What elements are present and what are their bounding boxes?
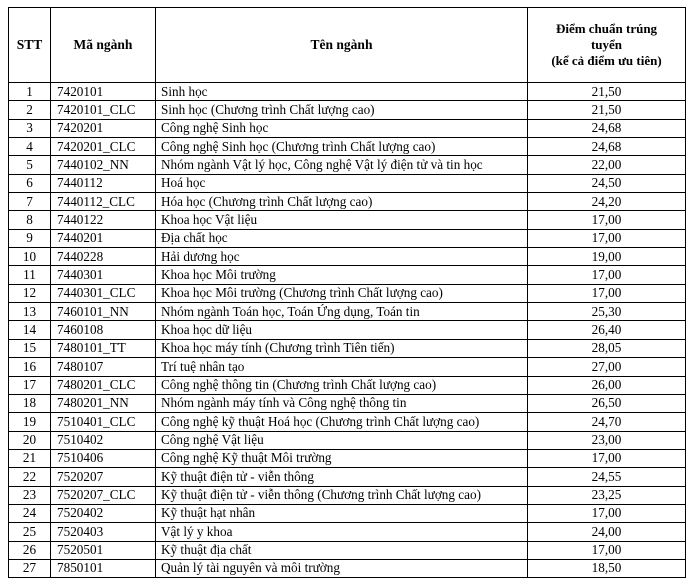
column-header-diem-chuan-line2: tuyển — [590, 37, 623, 53]
column-header-ma-nganh: Mã ngành — [51, 8, 156, 83]
cell-diem-chuan: 23,25 — [528, 486, 686, 504]
column-header-diem-chuan — [528, 8, 686, 83]
cell-stt: 27 — [9, 559, 51, 577]
column-header-diem-chuan-line1: Điểm chuẩn trúng — [555, 21, 658, 37]
cell-diem-chuan: 25,30 — [528, 303, 686, 321]
cell-ten-nganh: Khoa học Môi trường — [156, 266, 528, 284]
cell-ma-nganh: 7440201 — [51, 229, 156, 247]
cell-ten-nganh: Kỹ thuật hạt nhân — [156, 504, 528, 522]
cell-ma-nganh: 7480101_TT — [51, 339, 156, 357]
cell-stt: 24 — [9, 504, 51, 522]
cell-ten-nganh: Kỹ thuật địa chất — [156, 541, 528, 559]
table-row — [9, 339, 686, 357]
cell-diem-chuan: 24,50 — [528, 174, 686, 192]
table-row — [9, 376, 686, 394]
cell-stt: 25 — [9, 523, 51, 541]
cell-stt: 11 — [9, 266, 51, 284]
cell-ma-nganh: 7480201_NN — [51, 394, 156, 412]
cell-stt: 14 — [9, 321, 51, 339]
table-header — [9, 8, 686, 83]
table-row — [9, 468, 686, 486]
table-row — [9, 523, 686, 541]
cell-diem-chuan: 17,00 — [528, 449, 686, 467]
cell-ten-nganh: Công nghệ thông tin (Chương trình Chất lượng cao) — [156, 376, 528, 394]
cell-diem-chuan: 22,00 — [528, 156, 686, 174]
table-row — [9, 486, 686, 504]
cell-ma-nganh: 7510406 — [51, 449, 156, 467]
table-row — [9, 431, 686, 449]
cell-diem-chuan: 24,55 — [528, 468, 686, 486]
cell-stt: 1 — [9, 83, 51, 101]
table-row — [9, 358, 686, 376]
cell-diem-chuan: 28,05 — [528, 339, 686, 357]
cell-stt: 4 — [9, 138, 51, 156]
cell-ma-nganh: 7460101_NN — [51, 303, 156, 321]
cell-diem-chuan: 26,00 — [528, 376, 686, 394]
admission-score-table — [8, 7, 686, 578]
cell-ten-nganh: Công nghệ kỹ thuật Hoá học (Chương trình Chất lượng cao) — [156, 413, 528, 431]
table-row — [9, 156, 686, 174]
cell-ten-nganh: Khoa học Vật liệu — [156, 211, 528, 229]
cell-diem-chuan: 27,00 — [528, 358, 686, 376]
cell-ten-nganh: Địa chất học — [156, 229, 528, 247]
cell-ten-nganh: Nhóm ngành Toán học, Toán Ứng dụng, Toán tin — [156, 303, 528, 321]
table-row — [9, 541, 686, 559]
cell-ten-nganh: Công nghệ Sinh học — [156, 119, 528, 137]
table-header-row — [9, 8, 686, 83]
cell-ma-nganh: 7480201_CLC — [51, 376, 156, 394]
cell-ma-nganh: 7480107 — [51, 358, 156, 376]
table-row — [9, 248, 686, 266]
cell-ma-nganh: 7420101 — [51, 83, 156, 101]
cell-ma-nganh: 7420201 — [51, 119, 156, 137]
cell-ten-nganh: Trí tuệ nhân tạo — [156, 358, 528, 376]
cell-stt: 18 — [9, 394, 51, 412]
table-row — [9, 229, 686, 247]
cell-ma-nganh: 7420101_CLC — [51, 101, 156, 119]
cell-ten-nganh: Vật lý y khoa — [156, 523, 528, 541]
cell-ma-nganh: 7460108 — [51, 321, 156, 339]
cell-diem-chuan: 26,40 — [528, 321, 686, 339]
cell-ma-nganh: 7440228 — [51, 248, 156, 266]
cell-stt: 5 — [9, 156, 51, 174]
column-header-diem-chuan-line3: (kể cả điểm ưu tiên) — [551, 52, 662, 68]
cell-ma-nganh: 7520501 — [51, 541, 156, 559]
table-row — [9, 193, 686, 211]
cell-stt: 6 — [9, 174, 51, 192]
cell-stt: 10 — [9, 248, 51, 266]
table-row — [9, 559, 686, 577]
cell-ma-nganh: 7440112 — [51, 174, 156, 192]
cell-diem-chuan: 17,00 — [528, 211, 686, 229]
cell-stt: 23 — [9, 486, 51, 504]
cell-stt: 22 — [9, 468, 51, 486]
table-row — [9, 138, 686, 156]
cell-stt: 15 — [9, 339, 51, 357]
cell-diem-chuan: 26,50 — [528, 394, 686, 412]
admission-score-table-container — [8, 7, 685, 578]
cell-ten-nganh: Công nghệ Vật liệu — [156, 431, 528, 449]
cell-stt: 8 — [9, 211, 51, 229]
cell-stt: 3 — [9, 119, 51, 137]
cell-diem-chuan: 17,00 — [528, 541, 686, 559]
cell-ten-nganh: Hóa học (Chương trình Chất lượng cao) — [156, 193, 528, 211]
cell-ten-nganh: Kỹ thuật điện tử - viễn thông — [156, 468, 528, 486]
cell-ma-nganh: 7520403 — [51, 523, 156, 541]
cell-ma-nganh: 7520402 — [51, 504, 156, 522]
cell-diem-chuan: 24,00 — [528, 523, 686, 541]
cell-ma-nganh: 7440102_NN — [51, 156, 156, 174]
cell-diem-chuan: 17,00 — [528, 266, 686, 284]
table-row — [9, 83, 686, 101]
cell-ten-nganh: Quản lý tài nguyên và môi trường — [156, 559, 528, 577]
cell-ma-nganh: 7420201_CLC — [51, 138, 156, 156]
cell-diem-chuan: 24,68 — [528, 138, 686, 156]
cell-diem-chuan: 24,20 — [528, 193, 686, 211]
cell-stt: 21 — [9, 449, 51, 467]
cell-ten-nganh: Nhóm ngành Vật lý học, Công nghệ Vật lý điện tử và tin học — [156, 156, 528, 174]
cell-ten-nganh: Sinh học (Chương trình Chất lượng cao) — [156, 101, 528, 119]
cell-stt: 13 — [9, 303, 51, 321]
cell-ma-nganh: 7850101 — [51, 559, 156, 577]
cell-ma-nganh: 7440122 — [51, 211, 156, 229]
cell-stt: 9 — [9, 229, 51, 247]
cell-ten-nganh: Nhóm ngành máy tính và Công nghệ thông tin — [156, 394, 528, 412]
cell-ma-nganh: 7510401_CLC — [51, 413, 156, 431]
table-row — [9, 303, 686, 321]
cell-diem-chuan: 23,00 — [528, 431, 686, 449]
cell-diem-chuan: 17,00 — [528, 284, 686, 302]
cell-stt: 12 — [9, 284, 51, 302]
cell-ten-nganh: Công nghệ Sinh học (Chương trình Chất lượng cao) — [156, 138, 528, 156]
cell-stt: 20 — [9, 431, 51, 449]
cell-ma-nganh: 7440301_CLC — [51, 284, 156, 302]
table-row — [9, 284, 686, 302]
cell-diem-chuan: 17,00 — [528, 504, 686, 522]
cell-stt: 19 — [9, 413, 51, 431]
cell-ma-nganh: 7440301 — [51, 266, 156, 284]
cell-diem-chuan: 18,50 — [528, 559, 686, 577]
table-row — [9, 394, 686, 412]
cell-ten-nganh: Sinh học — [156, 83, 528, 101]
cell-ten-nganh: Khoa học Môi trường (Chương trình Chất lượng cao) — [156, 284, 528, 302]
cell-ma-nganh: 7520207 — [51, 468, 156, 486]
table-row — [9, 413, 686, 431]
column-header-stt: STT — [9, 8, 51, 83]
cell-diem-chuan: 24,70 — [528, 413, 686, 431]
table-body — [9, 83, 686, 578]
cell-stt: 16 — [9, 358, 51, 376]
cell-ten-nganh: Hải dương học — [156, 248, 528, 266]
cell-stt: 17 — [9, 376, 51, 394]
cell-stt: 7 — [9, 193, 51, 211]
column-header-ten-nganh: Tên ngành — [156, 8, 528, 83]
table-row — [9, 174, 686, 192]
cell-ma-nganh: 7510402 — [51, 431, 156, 449]
cell-ma-nganh: 7520207_CLC — [51, 486, 156, 504]
cell-stt: 2 — [9, 101, 51, 119]
table-row — [9, 101, 686, 119]
cell-ten-nganh: Hoá học — [156, 174, 528, 192]
cell-diem-chuan: 21,50 — [528, 101, 686, 119]
table-row — [9, 449, 686, 467]
cell-diem-chuan: 21,50 — [528, 83, 686, 101]
cell-diem-chuan: 19,00 — [528, 248, 686, 266]
cell-ten-nganh: Khoa học máy tính (Chương trình Tiên tiến) — [156, 339, 528, 357]
table-row — [9, 266, 686, 284]
cell-diem-chuan: 17,00 — [528, 229, 686, 247]
cell-stt: 26 — [9, 541, 51, 559]
cell-diem-chuan: 24,68 — [528, 119, 686, 137]
table-row — [9, 321, 686, 339]
cell-ma-nganh: 7440112_CLC — [51, 193, 156, 211]
table-row — [9, 119, 686, 137]
cell-ten-nganh: Kỹ thuật điện tử - viễn thông (Chương trình Chất lượng cao) — [156, 486, 528, 504]
cell-ten-nganh: Công nghệ Kỹ thuật Môi trường — [156, 449, 528, 467]
table-row — [9, 504, 686, 522]
cell-ten-nganh: Khoa học dữ liệu — [156, 321, 528, 339]
table-row — [9, 211, 686, 229]
